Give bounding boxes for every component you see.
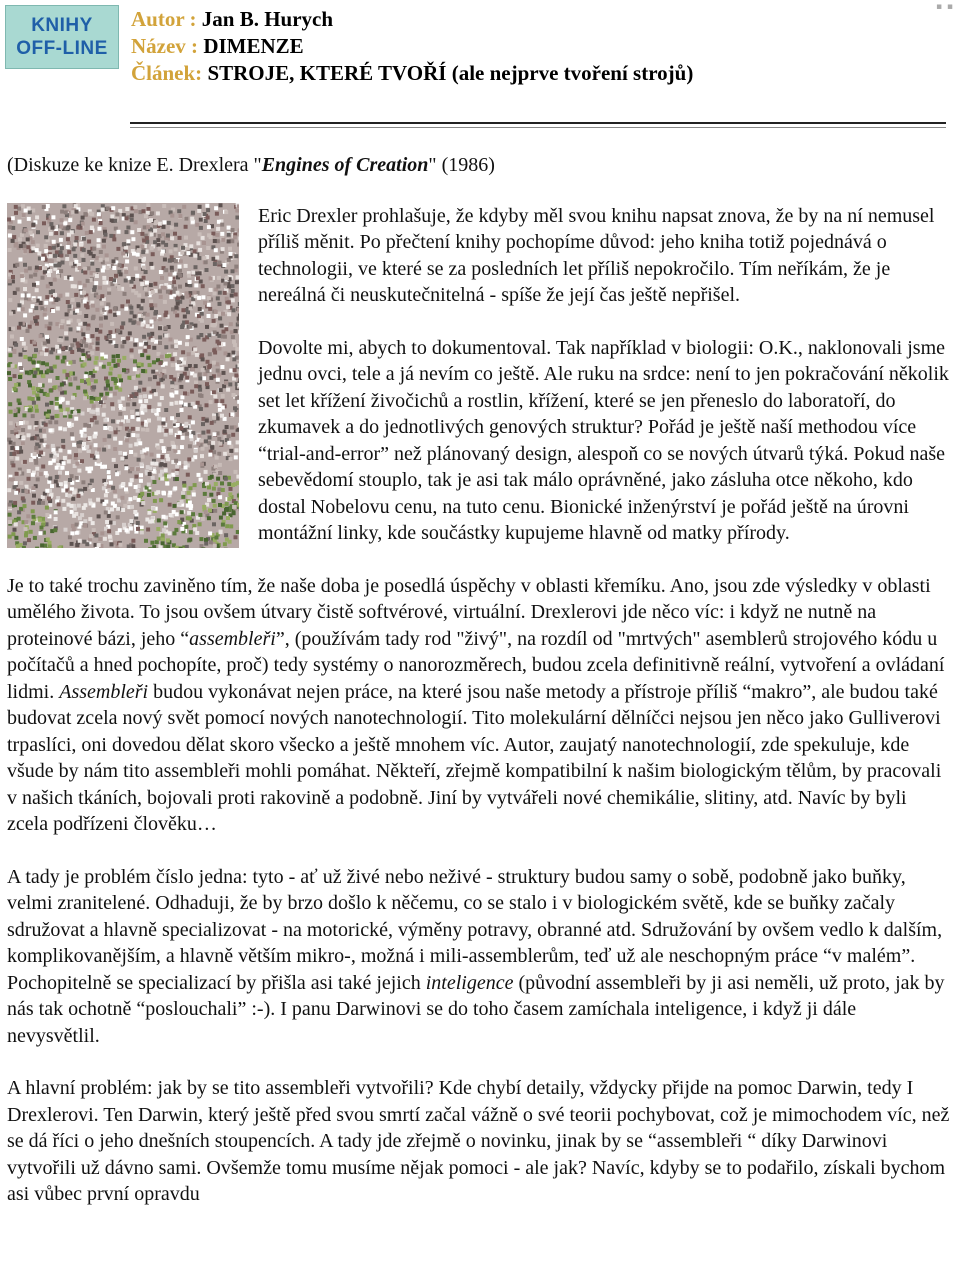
illustration-image [7,203,239,548]
p4-part-a: Je to také trochu zaviněno tím, že naše doba je posedlá úspěchy v oblasti křemíku. Ano, jsou zde výsledky v oblasti umělého života. To jsou ovšem útvary čistě softvérové, virtuální. Drexlerovi jde něco víc: i když ne nutně na proteinové bázi, jeho “ [7,574,931,650]
p5-part-a: A tady je problém číslo jedna: tyto - ať už živé nebo neživé - struktury budou samy o sobě, podobně jako buňky, velmi zranitelené. Odhaduji, že by brzo došlo k něčemu, co se stalo i v biologickém světě, kde se buňky začaly sdružovat a hlavně specializovat - na motorické, výměny potravy, obranné atd. Sdružování by ovšem vedlo k dalším, komplikovanějším, a hlavně větším mikro-, možná i mili-assemblerům, teď už ale neschopným práce “v malém”. Pochopitelně se specializací by přišla asi také jejich [7,865,943,994]
paragraph-3: Dovolte mi, abych to dokumentoval. Tak například v biologii: O.K., naklonovali jsme jednu ovci, tele a já nevím co ještě. Ale ruku na srdce: není to jen pokračování několik set let křížení živočichů a rostlin, křížení, které se jen přeneslo do laboratoří, do zkumavek a do jednotlivých genových struktur? Pořád je ještě naší methodou více “trial-and-error” než plánovaný design, alespoň co se nových útvarů týká. Pokud naše sebevědomí stouplo, tak je asi tak málo oprávněné, jako zásluha otce někoho, kdo dostal Nobelovu cenu, na tuto cenu. Bionické inženýrství je pořád ještě na úrovni montážní linky, kde součástky kupujeme hlavně od matky přírody. [258,336,949,544]
paragraph-5 [7,864,951,1050]
paragraph-2: Eric Drexler prohlašuje, že kdyby měl svou knihu napsat znova, že by na ní nemusel příliš měnit. Po přečtení knihy pochopíme důvod: jeho kniha totiž pojednává o technologii, ve které se za posledních let příliš nepokročilo. Tím neříkám, že je nereálná či neuskutečnitelná - spíše že její čas ještě nepřišel. [258,204,935,306]
noise-illustration-icon [7,203,239,548]
site-logo[interactable] [5,5,119,69]
logo-line-2: OFF-LINE [16,38,108,59]
article-body [7,152,951,1208]
title-label: Název : [131,34,199,58]
article-header [131,6,693,87]
author-label: Autor : [131,7,197,31]
p4-em-2: Assembleři [59,680,149,703]
p4-part-c: budou vykonávat nejen práce, na které jsou naše metody a přístroje příliš “makro”, ale budou také budovat zcela nový svět pomocí nových nanotechnologií. Tito molekulární dělníčci nejsou jen něco jako Gulliverovi trpaslíci, oni dovedou dělat skoro všecko a ještě mnohem víc. Autor, zaujatý nanotechnologií, zde spekuluje, kde všude by nám tito assembleři mohli pomáhat. Někteří, zřejmě kompatibilní k našim biologickým tělům, by pracovali v našich tkáních, bojovali proti rakovině a podobně. Jiní by vytvářeli nové chemikálie, slitiny, atd. Navíc by byli zcela podřízeni člověku… [7,680,942,835]
article-label: Článek: [131,61,203,85]
paragraph-4 [7,573,951,838]
logo-line-1: KNIHY [31,15,93,36]
book-title: DIMENZE [203,34,304,58]
p4-part-b: ”, (používám tady rod "živý", na rozdíl od "mrtvých" asemblerů strojového kódu u počítačů a hned pochopíte, proč) tedy systémy o nanorozměrech, budou zcela definitivně reální, vytvoření a ovládaní lidmi. [7,627,945,703]
p5-part-b: (původní assembleři by ji asi neměli, už proto, jak by nás tak ochotně “poslouchali” :-). I panu Darwinovi se do toho časem zamíchala inteligence, i když ji dále nevysvětlil. [7,971,945,1047]
paragraph-6: A hlavní problém: jak by se tito assembleři vytvořili? Kde chybí detaily, vždycky přijde na pomoc Darwin, tedy I Drexlerovi. Ten Darwin, který ještě před svou smrtí začal vážně o své teorii pochybovat, což je mimochodem víc, než se dá říci o jeho dnešních stoupencích. A tady jde zřejmě o novinku, jinak by se “assembleři “ díky Darwinovi vytvořili už dávno sami. Ovšemže tomu musíme nějak pomoci - ale jak? Navíc, kdyby se to podařilo, získali bychom asi vůbec první opravdu [7,1077,950,1205]
intro-paragraph [7,152,951,179]
intro-post: " (1986) [428,154,495,176]
p4-em-1: assembleři [189,627,276,650]
intro-pre: (Diskuze ke knize E. Drexlera " [7,154,262,176]
p5-em: inteligence [425,971,514,994]
author-name: Jan B. Hurych [201,7,334,31]
book-name: Engines of Creation [261,154,429,176]
corner-dots-icon: ▪ ▪ [935,2,954,12]
header-divider [130,122,946,128]
article-title: STROJE, KTERÉ TVOŘÍ (ale nejprve tvoření strojů) [207,61,694,85]
